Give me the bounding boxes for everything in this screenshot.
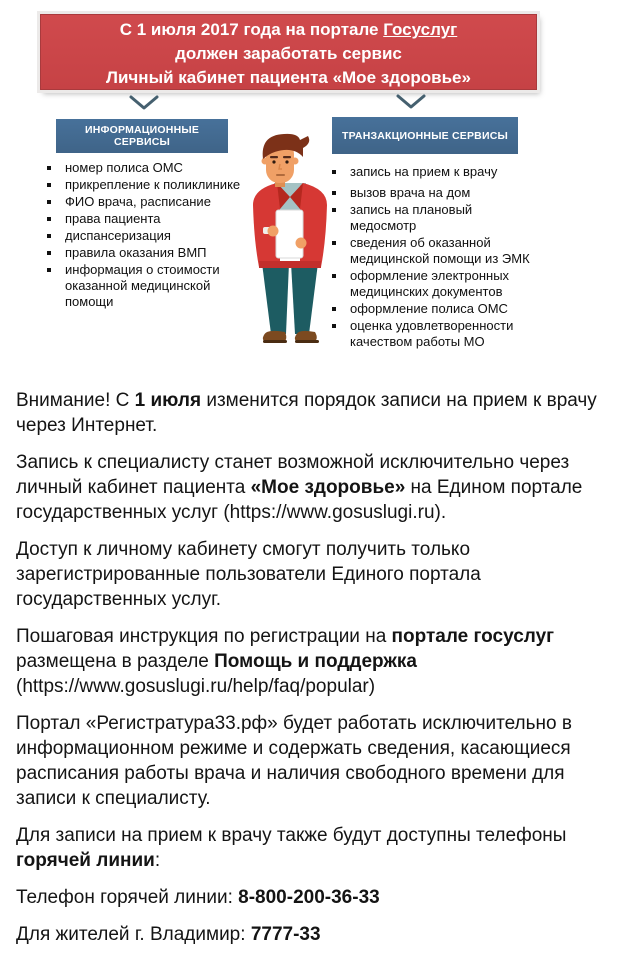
paragraph bbox=[16, 450, 620, 525]
paragraph bbox=[16, 624, 620, 699]
transactional-services-header: ТРАНЗАКЦИОННЫЕ СЕРВИСЫ bbox=[332, 117, 518, 154]
text-run: Для жителей г. Владимир: bbox=[16, 924, 251, 945]
text-run: : bbox=[154, 850, 161, 871]
transactional-services-list bbox=[329, 164, 541, 351]
text-run: Портал «Регистратура33.рф» будет работать исключительно в информационном режиме и содержать сведения, касающиеся расписания работы врача и наличия свободного времени для записи к специалисту. bbox=[16, 713, 572, 809]
paragraph bbox=[16, 537, 620, 612]
list-item: номер полиса ОМС bbox=[44, 160, 252, 176]
text-run: размещена в разделе bbox=[16, 651, 215, 672]
bold-text-run: портале госуслуг bbox=[391, 626, 555, 647]
list-item: диспансеризация bbox=[44, 228, 252, 244]
list-item: вызов врача на дом bbox=[329, 185, 541, 201]
list-item: запись на плановый медосмотр bbox=[329, 202, 541, 234]
man-with-tablet-illustration bbox=[246, 131, 334, 361]
info-services-list bbox=[44, 160, 252, 311]
banner-line-1 bbox=[41, 18, 536, 42]
bold-text-run: 8-800-200-36-33 bbox=[238, 887, 380, 908]
list-item: оформление полиса ОМС bbox=[329, 301, 541, 317]
text-run: Пошаговая инструкция по регистрации на bbox=[16, 626, 392, 647]
announcement-banner bbox=[40, 14, 537, 90]
body-text bbox=[16, 388, 620, 959]
list-item: оформление электронных медицинских документов bbox=[329, 268, 541, 300]
bold-text-run: «Мое здоровье» bbox=[250, 477, 406, 498]
paragraph bbox=[16, 711, 620, 811]
list-item: правила оказания ВМП bbox=[44, 245, 252, 261]
text-run: Запись к специалисту станет возможной исключительно через личный кабинет пациента bbox=[16, 452, 570, 498]
paragraph bbox=[16, 823, 620, 873]
chevron-down-icon bbox=[396, 94, 426, 110]
banner-line1-underlined-text: Госуслуг bbox=[383, 20, 458, 39]
banner-line1-text: С 1 июля 2017 года на портале bbox=[119, 20, 384, 39]
paragraph bbox=[16, 388, 620, 438]
paragraph bbox=[16, 885, 620, 910]
bold-text-run: 7777-33 bbox=[250, 924, 321, 945]
chevron-down-icon bbox=[129, 95, 159, 111]
text-run: Внимание! С bbox=[16, 390, 135, 411]
info-services-header: ИНФОРМАЦИОННЫЕ СЕРВИСЫ bbox=[56, 119, 228, 153]
list-item: права пациента bbox=[44, 211, 252, 227]
list-item: запись на прием к врачу bbox=[329, 164, 541, 180]
list-item: прикрепление к поликлинике bbox=[44, 177, 252, 193]
text-run: Телефон горячей линии: bbox=[16, 887, 239, 908]
list-item: оценка удовлетворенности качеством работы МО bbox=[329, 318, 541, 350]
list-item: сведения об оказанной медицинской помощи из ЭМК bbox=[329, 235, 541, 267]
bold-text-run: горячей линии bbox=[16, 850, 155, 871]
text-run: (https://www.gosuslugi.ru/help/faq/popular) bbox=[16, 676, 376, 697]
banner-line-2: должен заработать сервис bbox=[175, 44, 402, 63]
text-run: на Едином портале государственных услуг (https://www.gosuslugi.ru). bbox=[16, 477, 583, 523]
banner-line-3: Личный кабинет пациента «Мое здоровье» bbox=[106, 68, 471, 87]
bold-text-run: Помощь и поддержка bbox=[214, 651, 417, 672]
list-item: ФИО врача, расписание bbox=[44, 194, 252, 210]
text-run: Для записи на прием к врачу также будут доступны телефоны bbox=[16, 825, 567, 846]
text-run: Доступ к личному кабинету смогут получить только зарегистрированные пользователи Единого портала государственных услуг. bbox=[16, 539, 481, 610]
text-run: изменится порядок записи на прием к врачу через Интернет. bbox=[16, 390, 597, 436]
bold-text-run: 1 июля bbox=[134, 390, 202, 411]
list-item: информация о стоимости оказанной медицинской помощи bbox=[44, 262, 252, 310]
paragraph bbox=[16, 922, 620, 947]
